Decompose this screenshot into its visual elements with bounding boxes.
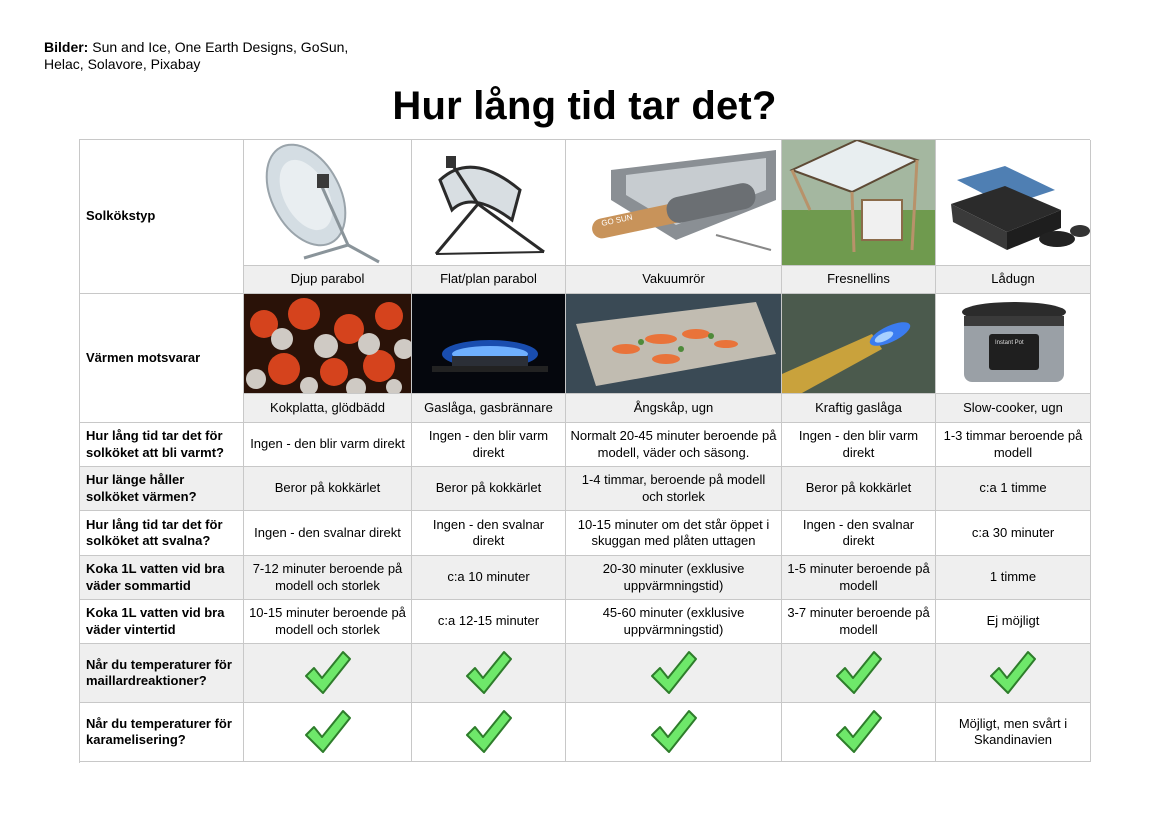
photo-torch-flame [782, 294, 936, 394]
hold-box-oven: c:a 1 timme [936, 467, 1091, 511]
row-label-cooker-type: Solkökstyp [80, 140, 244, 294]
checkmark-icon [649, 709, 699, 755]
equiv-box-oven: Slow-cooker, ugn [936, 394, 1091, 423]
equiv-fresnel-lens: Kraftig gaslåga [782, 394, 936, 423]
equiv-deep-parabola: Kokplatta, glödbädd [244, 394, 412, 423]
maillard-deep-parabola [244, 644, 412, 703]
maillard-box-oven [936, 644, 1091, 703]
cool-flat-parabola: Ingen - den svalnar direkt [412, 511, 566, 556]
summer-box-oven: 1 timme [936, 556, 1091, 600]
checkmark-icon [988, 650, 1038, 696]
caramel-vacuum-tube [566, 703, 782, 762]
winter-flat-parabola: c:a 12-15 minuter [412, 600, 566, 644]
checkmark-icon [303, 650, 353, 696]
winter-deep-parabola: 10-15 minuter beroende på modell och storlek [244, 600, 412, 644]
row-label-hold: Hur länge håller solköket värmen? [80, 467, 244, 511]
row-label-maillard: Når du temperaturer för maillardreaktioner? [80, 644, 244, 703]
maillard-fresnel-lens [782, 644, 936, 703]
photo-box-oven [936, 140, 1091, 266]
instant-pot-brand-text: Instant Pot [994, 340, 1024, 346]
row-label-cool: Hur lång tid tar det för solköket att svalna? [80, 511, 244, 556]
row-label-caramel: Når du temperaturer för karamelisering? [80, 703, 244, 762]
caramel-box-oven: Möjligt, men svårt i Skandinavien [936, 703, 1091, 762]
checkmark-icon [464, 709, 514, 755]
row-label-heat-equivalent: Värmen motsvarar [80, 294, 244, 423]
checkmark-icon [464, 650, 514, 696]
warmup-box-oven: 1-3 timmar beroende på modell [936, 423, 1091, 467]
summer-vacuum-tube: 20-30 minuter (exklusive uppvärmningstid) [566, 556, 782, 600]
credits-line2: Helac, Solavore, Pixabay [44, 56, 201, 72]
type-box-oven: Lådugn [936, 266, 1091, 294]
photo-oven-food [566, 294, 782, 394]
credits-line1: Sun and Ice, One Earth Designs, GoSun, [92, 39, 349, 55]
checkmark-icon [303, 709, 353, 755]
warmup-fresnel-lens: Ingen - den blir varm direkt [782, 423, 936, 467]
gosun-brand-text: GO SUN [600, 212, 634, 228]
type-vacuum-tube: Vakuumrör [566, 266, 782, 294]
hold-fresnel-lens: Beror på kokkärlet [782, 467, 936, 511]
checkmark-icon [834, 709, 884, 755]
caramel-deep-parabola [244, 703, 412, 762]
checkmark-icon [649, 650, 699, 696]
cool-deep-parabola: Ingen - den svalnar direkt [244, 511, 412, 556]
cool-vacuum-tube: 10-15 minuter om det står öppet i skuggan med plåten uttagen [566, 511, 782, 556]
row-label-winter: Koka 1L vatten vid bra väder vintertid [80, 600, 244, 644]
summer-fresnel-lens: 1-5 minuter beroende på modell [782, 556, 936, 600]
winter-vacuum-tube: 45-60 minuter (exklusive uppvärmningstid) [566, 600, 782, 644]
hold-vacuum-tube: 1-4 timmar, beroende på modell och storlek [566, 467, 782, 511]
page-title: Hur lång tid tar det? [392, 84, 777, 128]
checkmark-icon [834, 650, 884, 696]
summer-flat-parabola: c:a 10 minuter [412, 556, 566, 600]
cool-fresnel-lens: Ingen - den svalnar direkt [782, 511, 936, 556]
image-credits [44, 39, 464, 73]
caramel-fresnel-lens [782, 703, 936, 762]
equiv-vacuum-tube: Ångskåp, ugn [566, 394, 782, 423]
winter-box-oven: Ej möjligt [936, 600, 1091, 644]
maillard-vacuum-tube [566, 644, 782, 703]
equiv-flat-parabola: Gaslåga, gasbrännare [412, 394, 566, 423]
warmup-flat-parabola: Ingen - den blir varm direkt [412, 423, 566, 467]
warmup-vacuum-tube: Normalt 20-45 minuter beroende på modell, väder och säsong. [566, 423, 782, 467]
type-fresnel-lens: Fresnellins [782, 266, 936, 294]
credits-prefix: Bilder: [44, 39, 89, 55]
photo-fresnel-lens [782, 140, 936, 266]
hold-deep-parabola: Beror på kokkärlet [244, 467, 412, 511]
hold-flat-parabola: Beror på kokkärlet [412, 467, 566, 511]
photo-gas-flame [412, 294, 566, 394]
photo-ember-bed [244, 294, 412, 394]
photo-deep-parabola [244, 140, 412, 266]
cool-box-oven: c:a 30 minuter [936, 511, 1091, 556]
row-label-warmup: Hur lång tid tar det för solköket att bli varmt? [80, 423, 244, 467]
photo-flat-parabola [412, 140, 566, 266]
maillard-flat-parabola [412, 644, 566, 703]
caramel-flat-parabola [412, 703, 566, 762]
comparison-table [79, 139, 1090, 763]
photo-slow-cooker [936, 294, 1091, 394]
warmup-deep-parabola: Ingen - den blir varm direkt [244, 423, 412, 467]
photo-vacuum-tube [566, 140, 782, 266]
type-deep-parabola: Djup parabol [244, 266, 412, 294]
row-label-summer: Koka 1L vatten vid bra väder sommartid [80, 556, 244, 600]
type-flat-parabola: Flat/plan parabol [412, 266, 566, 294]
summer-deep-parabola: 7-12 minuter beroende på modell och storlek [244, 556, 412, 600]
winter-fresnel-lens: 3-7 minuter beroende på modell [782, 600, 936, 644]
